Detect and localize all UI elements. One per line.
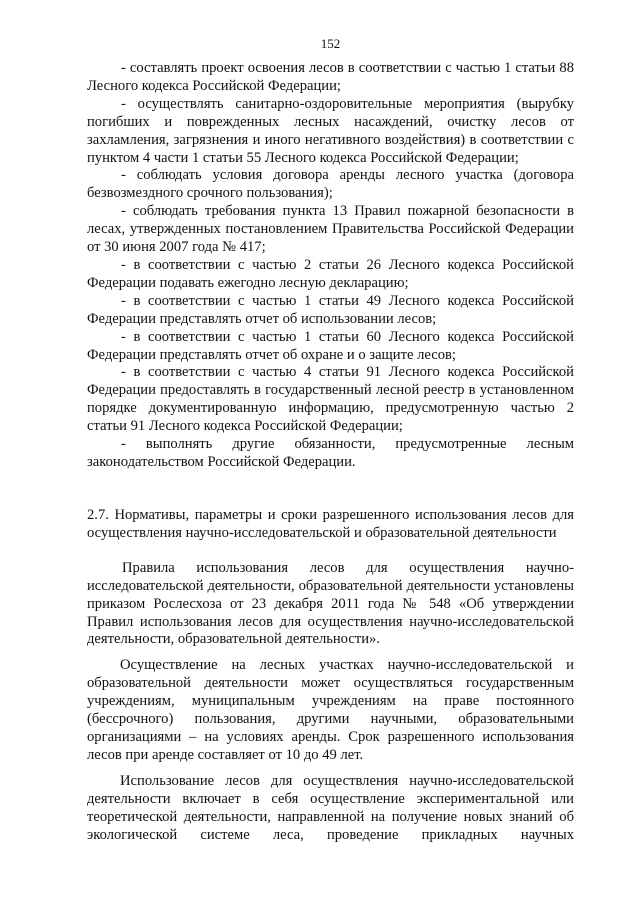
section-body — [87, 560, 574, 845]
body-paragraph: Использование лесов для осуществления научно-исследовательской деятельности включает в себя осуществление экспериментальной или теоретической деятельности, направленной на получение новых знаний об экологической системе леса, проведение прикладных научных — [87, 772, 574, 843]
body-paragraph: Правила использования лесов для осуществления научно-исследовательской деятельности, образовательной деятельности установлены приказом Рослесхоза от 23 декабря 2011 года № 548 «Об утверждении Правил использования лесов для осуществления научно-исследовательской деятельности, образовательной деятельности». — [87, 559, 574, 648]
list-item: - в соответствии с частью 4 статьи 91 Лесного кодекса Российской Федерации предоставлять в государственный лесной реестр в установленном порядке документированную информацию, предусмотренную частью 2 статьи 91 Лесного кодекса Российской Федерации; — [87, 364, 574, 435]
obligations-list — [87, 60, 574, 472]
body-paragraph: Осуществление на лесных участках научно-исследовательской и образовательной деятельности может осуществляться государственным учреждениям, муниципальным учреждениям на праве постоянного (бессрочного) пользования, другими научными, образовательными организациями – на условиях аренды. Срок разрешенного использования лесов при аренде составляет от 10 до 49 лет. — [87, 657, 574, 763]
document-page — [87, 36, 574, 848]
list-item: - в соответствии с частью 1 статьи 49 Лесного кодекса Российской Федерации представлять отчет об использовании лесов; — [87, 292, 574, 327]
list-item: - составлять проект освоения лесов в соответствии с частью 1 статьи 88 Лесного кодекса Российской Федерации; — [87, 60, 574, 94]
list-item: - в соответствии с частью 1 статьи 60 Лесного кодекса Российской Федерации представлять отчет об охране и о защите лесов; — [87, 328, 574, 363]
section-heading: 2.7. Нормативы, параметры и сроки разрешенного использования лесов для осуществления научно-исследовательской и образовательной деятельности — [87, 506, 574, 541]
list-item: - выполнять другие обязанности, предусмотренные лесным законодательством Российской Федерации. — [87, 436, 574, 470]
page-number: 152 — [320, 36, 341, 51]
list-item: - осуществлять санитарно-оздоровительные мероприятия (вырубку погибших и поврежденных лесных насаждений, очистку лесов от захламления, загрязнения и иного негативного воздействия) в соответствии с пунктом 4 части 1 статьи 55 Лесного кодекса Российской Федерации; — [87, 95, 574, 166]
list-item: - соблюдать условия договора аренды лесного участка (договора безвозмездного срочного пользования); — [87, 167, 574, 202]
list-item: - соблюдать требования пункта 13 Правил пожарной безопасности в лесах, утвержденных постановлением Правительства Российской Федерации от 30 июня 2007 года № 417; — [87, 203, 574, 256]
list-item: - в соответствии с частью 2 статьи 26 Лесного кодекса Российской Федерации подавать ежегодно лесную декларацию; — [87, 256, 574, 291]
